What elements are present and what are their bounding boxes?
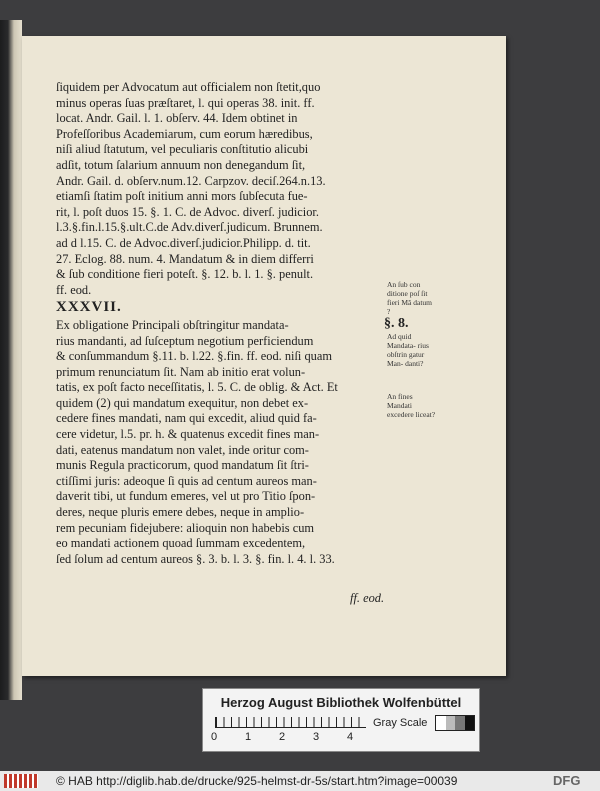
text-line: l.3.§.fin.l.15.§.ult.C.de Adv.diverſ.judicum. Brunnem.	[56, 220, 323, 235]
margin-note-obligation: Ad quid Mandata- rius obſtrin gatur Man- danti?	[387, 332, 429, 368]
text-line: ſiquidem per Advocatum aut officialem non ſtetit,quo	[56, 80, 321, 94]
dfg-logo: DFG	[553, 773, 581, 788]
margin-note-limits: An fines Mandati excedere liceat?	[387, 392, 436, 419]
hab-logo-icon	[4, 774, 38, 788]
text-line: ad d l.15. C. de Advoc.diverſ.judicior.Philipp. d. tit.	[56, 235, 311, 250]
ruler-number: 0	[211, 731, 218, 743]
text-line: Profeſſoribus Academiarum, cum eorum hæredibus,	[56, 126, 313, 141]
text-line: tatis, ex poſt facto neceſſitatis, l. 5. C. de oblig. & Act. Et	[56, 380, 338, 395]
text-line: Andr. Gail. d. obſerv.num.12. Carpzov. deciſ.264.n.13.	[56, 173, 326, 188]
ruler-number: 4	[347, 731, 354, 743]
section-heading: XXXVII.	[56, 299, 122, 316]
copyright-link[interactable]: © HAB http://diglib.hab.de/drucke/925-helmst-dr-5s/start.htm?image=00039	[56, 774, 458, 788]
gray-scale-swatches	[435, 715, 475, 731]
text-line: locat. Andr. Gail. l. 1. obſerv. 44. Idem obtinet in	[56, 111, 298, 126]
text-line: Ex obligatione Principali obſtringitur mandata-	[56, 317, 289, 332]
ruler-number: 1	[245, 731, 252, 743]
gray-swatch	[455, 716, 465, 730]
text-line: & ſub conditione fieri poteſt. §. 12. b. l. 1. §. penult.	[56, 267, 314, 282]
text-line: rem pecuniam fidejubere: alioquin non habebis cum	[56, 520, 315, 535]
text-line: daverit tibi, ut fundum emeres, vel ut pro Titio ſpon-	[56, 489, 316, 504]
text-line: niſi aliud ſtatutum, vel peculiaris conſtitutio alicubi	[56, 142, 309, 157]
ruler-number: 2	[279, 731, 286, 743]
gray-swatch	[446, 716, 456, 730]
text-line: quidem (2) qui mandatum exequitur, non debet ex-	[56, 395, 309, 410]
text-line: ctiſſimi juris: adeoque ſi quis ad centum aureos man-	[56, 473, 317, 488]
text-line: primum renunciatum ſit. Nam ab initio erat volun-	[56, 364, 306, 379]
scale-ruler	[215, 717, 366, 728]
text-line: ff. eod.	[56, 282, 92, 297]
text-line: munis Regula practicorum, quod mandatum ſit ſtri-	[56, 458, 309, 473]
gray-scale-label: Gray Scale	[373, 717, 428, 729]
text-line: dati, eatenus mandatum non valet, inde oritur com-	[56, 442, 309, 457]
text-line: cedere fines mandati, nam qui excedit, aliud quid fa-	[56, 411, 317, 426]
page-body	[56, 80, 386, 567]
adjacent-page-edge	[0, 20, 22, 700]
text-line: rius mandanti, ad ſuſceptum negotium perficiendum	[56, 333, 314, 348]
margin-note-condition: An ſub con ditione poſ ſit fieri Mã datum ?	[387, 280, 432, 316]
text-line: eo mandati actionem quoad ſummam excedentem,	[56, 536, 306, 551]
paragraph-1	[56, 80, 386, 298]
library-name: Herzog August Bibliothek Wolfenbüttel	[220, 695, 462, 710]
text-line: & conſummandum §.11. b. l.22. §.fin. ff. eod. niſi quam	[56, 349, 333, 364]
text-line: deres, neque pluris emere debes, neque in ampliο-	[56, 505, 305, 520]
text-line: adſit, totum ſalarium annuum non denegandum ſit,	[56, 157, 306, 172]
library-label-card	[202, 688, 480, 752]
ruler-number: 3	[313, 731, 320, 743]
gray-swatch	[465, 716, 475, 730]
ruler-numbers	[211, 731, 381, 745]
closing-reference: ff. eod.	[350, 591, 385, 605]
text-line: etiamſi ſtatim poſt initium anni mors ſubſecuta fue-	[56, 189, 308, 204]
text-line: minus operas ſuas præſtaret, l. qui operas 38. init. ff.	[56, 95, 315, 110]
text-line: ſed ſolum ad centum aureos §. 3. b. l. 3. §. fin. l. 4. l. 33.	[56, 551, 335, 566]
text-line: cere videtur, l.5. pr. h. & quatenus excedit fines man-	[56, 427, 320, 442]
footer-bar	[0, 771, 600, 791]
section-mark: §. 8.	[384, 316, 409, 331]
text-line: rit, l. poſt duos 15. §. 1. C. de Advoc. diverſ. judicior.	[56, 204, 319, 219]
text-line: 27. Eclog. 88. num. 4. Mandatum & in diem differri	[56, 251, 314, 266]
gray-swatch	[436, 716, 446, 730]
paragraph-2	[56, 318, 386, 568]
book-page	[22, 36, 506, 676]
